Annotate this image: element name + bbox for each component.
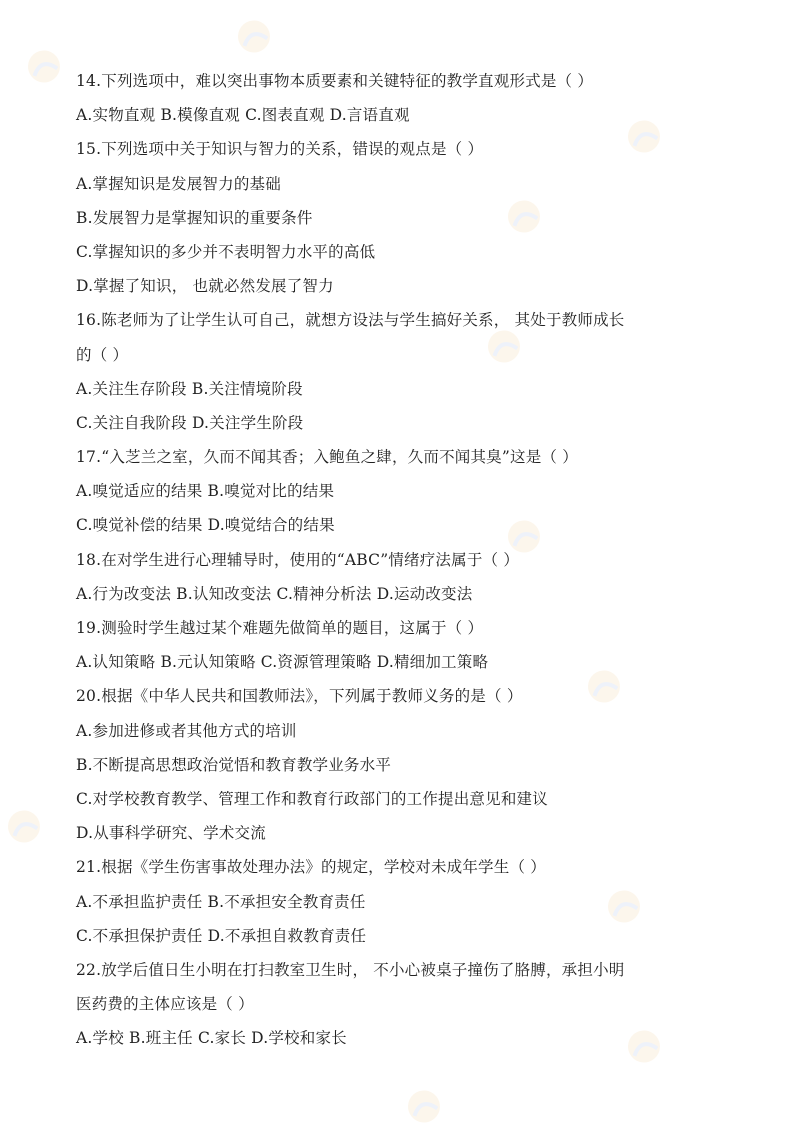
question-22-stem-line-2: 医药费的主体应该是（ ） [76, 995, 254, 1014]
question-15-option-a: A.掌握知识是发展智力的基础 [76, 174, 281, 193]
question-18-options: A.行为改变法 B.认知改变法 C.精神分析法 D.运动改变法 [76, 584, 473, 603]
document-body [76, 64, 756, 1055]
question-16-stem-line-2: 的（ ） [76, 345, 129, 364]
question-20-option-b: B.不断提高思想政治觉悟和教育教学业务水平 [76, 755, 392, 774]
question-20-option-c: C.对学校教育教学、管理工作和教育行政部门的工作提出意见和建议 [76, 789, 548, 808]
question-15-option-c: C.掌握知识的多少并不表明智力水平的高低 [76, 242, 376, 261]
question-21-stem: 21.根据《学生伤害事故处理办法》的规定，学校对未成年学生（ ） [76, 858, 546, 877]
question-19-options: A.认知策略 B.元认知策略 C.资源管理策略 D.精细加工策略 [76, 653, 489, 672]
question-20-option-a: A.参加进修或者其他方式的培训 [76, 721, 297, 740]
question-17-stem: 17.“入芝兰之室，久而不闻其香；入鲍鱼之肆，久而不闻其臭”这是（ ） [76, 448, 578, 467]
question-15-option-b: B.发展智力是掌握知识的重要条件 [76, 208, 313, 227]
question-16-options-ab: A.关注生存阶段 B.关注情境阶段 [76, 379, 303, 398]
question-18-stem: 18.在对学生进行心理辅导时，使用的“ABC”情绪疗法属于（ ） [76, 550, 520, 569]
question-17-options-cd: C.嗅觉补偿的结果 D.嗅觉结合的结果 [76, 516, 335, 535]
question-22-options: A.学校 B.班主任 C.家长 D.学校和家长 [76, 1029, 347, 1048]
question-14-options: A.实物直观 B.模像直观 C.图表直观 D.言语直观 [76, 106, 410, 125]
watermark-logo-icon [224, 0, 385, 72]
question-15-stem: 15.下列选项中关于知识与智力的关系，错误的观点是（ ） [76, 140, 484, 159]
question-20-option-d: D.从事科学研究、学术交流 [76, 824, 266, 843]
question-19-stem: 19.测验时学生越过某个难题先做简单的题目，这属于（ ） [76, 619, 484, 637]
question-15-option-d: D.掌握了知识， 也就必然发展了智力 [76, 277, 334, 296]
question-14-stem: 14.下列选项中，难以突出事物本质要素和关键特征的教学直观形式是（ ） [76, 72, 594, 90]
question-16-options-cd: C.关注自我阶段 D.关注学生阶段 [76, 413, 304, 432]
question-16-stem-line-1: 16.陈老师为了让学生认可自己，就想方设法与学生搞好关系， 其处于教师成长 [76, 311, 625, 330]
question-21-options-cd: C.不承担保护责任 D.不承担自救教育责任 [76, 926, 367, 945]
question-20-stem: 20.根据《中华人民共和国教师法》，下列属于教师义务的是（ ） [76, 687, 523, 706]
question-22-stem-line-1: 22.放学后值日生小明在打扫教室卫生时， 不小心被桌子撞伤了胳膊，承担小明 [76, 960, 625, 979]
question-17-options-ab: A.嗅觉适应的结果 B.嗅觉对比的结果 [76, 482, 335, 501]
question-21-options-ab: A.不承担监护责任 B.不承担安全教育责任 [76, 892, 366, 911]
